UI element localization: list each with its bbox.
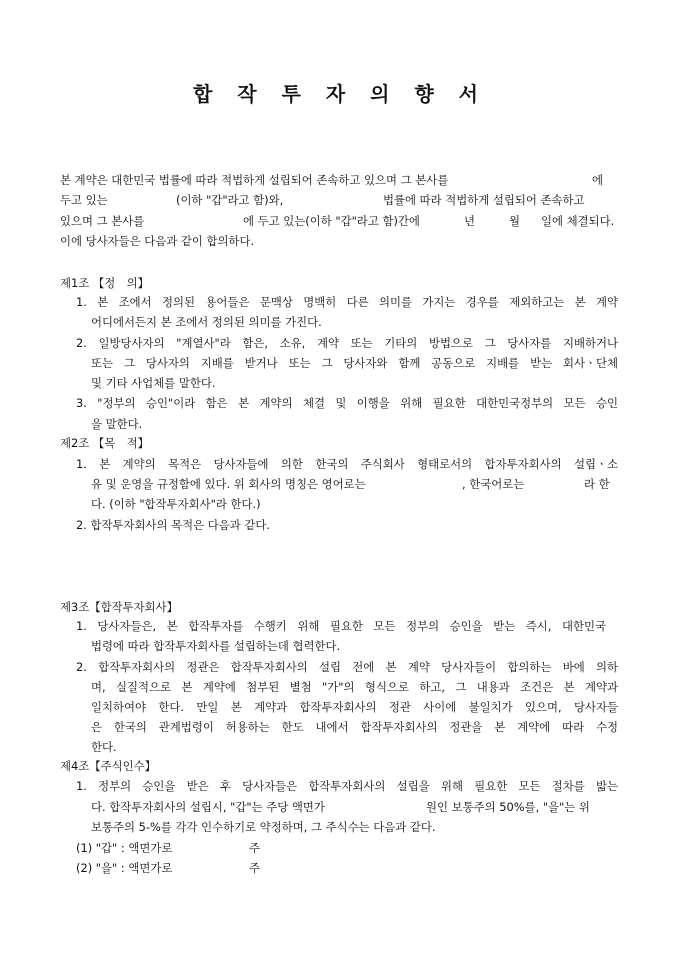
intro-line-3a [60, 211, 144, 231]
intro-line-1 [60, 170, 448, 190]
article-3-item-2-cont: 며, 실질적으로 본 계약에 첨부된 별첨 "가"의 형식으로 하고, 그 내용과 조건은 본 계약과 [91, 680, 618, 694]
intro-line-1-end [592, 170, 603, 190]
article-2-item-2: 2. 합작투자회사의 목적은 다음과 같다. [76, 518, 271, 532]
article-2-heading: 제2조 【목 적】 [60, 436, 150, 450]
document-title: 합 작 투 자 의 향 서 [192, 82, 488, 106]
intro-line-2a [60, 190, 108, 210]
intro-text: 본 계약은 대한민국 법률에 따라 적법하게 설립되어 존속하고 있으며 그 본사를 [60, 173, 449, 187]
intro-text: 이에 당사자들은 다음과 같이 합의하다. [60, 234, 255, 248]
article-2-item-1-cont: 다. (이하 "합작투자회사"라 한다.) [91, 497, 261, 511]
intro-text: 에 두고 있는(이하 "갑"라고 함)간에 [243, 214, 420, 228]
intro-line-3d [509, 211, 520, 231]
intro-line-3e [541, 211, 614, 231]
intro-text: 일에 체결되다. [541, 214, 615, 228]
article-3-item-2: 2. 합작투자회사의 정관은 합작투자회사의 설립 전에 본 계약 당사자들이 합의하는 바에 의하 [76, 660, 618, 674]
article-3-heading: 제3조【합작투자회사】 [60, 600, 179, 614]
article-3-item-2-cont: 일치하여야 한다. 만일 본 계약과 합작투자회사의 정관 사이에 불일치가 있으며, 당사자들 [91, 700, 618, 714]
intro-line-4 [60, 231, 254, 251]
intro-line-3b [243, 211, 420, 231]
article-3-item-1: 1. 당사자들은, 본 합작투자를 수행키 위해 필요한 모든 정부의 승인을 받는 즉시, 대한민국 [76, 619, 606, 633]
article-4-subitem-1: (1) "갑" : 액면가로 [76, 841, 173, 855]
article-1-heading: 제1조 【정 의】 [60, 276, 150, 290]
article-3-item-2-cont: 은 한국의 관계법령이 허용하는 한도 내에서 합작투자회사의 정관을 본 계약에 따라 수정 [91, 720, 618, 734]
article-1-item-2: 2. 일방당사자의 "계열사"라 함은, 소유, 계약 또는 기타의 방법으로 그 당사자를 지배하거나 [76, 336, 618, 350]
article-4-item-1: 1. 정부의 승인을 받은 후 당사자들은 합작투자회사의 설립을 위해 필요한 모든 절차를 밟는 [76, 779, 618, 793]
intro-text: 있으며 그 본사를 [60, 214, 145, 228]
article-4-item-1-cont: 보통주의 5-%를 각각 인수하기로 약정하며, 그 주식수는 다음과 같다. [91, 820, 436, 834]
intro-line-2c [383, 190, 585, 210]
article-1-item-1-cont: 어디에서든지 본 조에서 정의된 의미를 가진다. [91, 315, 322, 329]
intro-line-3c [464, 211, 475, 231]
article-1-item-1: 1. 본 조에서 정의된 용어들은 문맥상 명백히 다른 의미를 가지는 경우를 제외하고는 본 계약 [76, 295, 618, 309]
article-2-item-1-cont: 라 한 [584, 477, 610, 491]
article-1-item-2-cont: 및 기타 사업체를 말한다. [91, 376, 216, 390]
intro-text: 법률에 따라 적법하게 설립되어 존속하고 [383, 193, 585, 207]
article-3-item-2-cont: 한다. [91, 740, 117, 754]
article-4-subitem-2: (2) "을" : 액면가로 [76, 861, 173, 875]
article-4-heading: 제4조【주식인수】 [60, 759, 157, 773]
article-4-subitem-2-unit: 주 [249, 861, 261, 875]
intro-text: 에 [592, 173, 604, 187]
article-4-subitem-1-unit: 주 [249, 841, 261, 855]
intro-text: (이하 "갑"라고 함)와, [176, 193, 284, 207]
intro-text: 월 [509, 214, 521, 228]
intro-line-2b [176, 190, 283, 210]
article-4-item-1-cont: 원인 보통주의 50%를, "을"는 위 [426, 800, 590, 814]
article-2-item-1-cont: 유 및 운영을 규정함에 있다. 위 회사의 명칭은 영어로는 [91, 477, 366, 491]
article-2-item-1: 1. 본 계약의 목적은 당사자들에 의한 한국의 주식회사 형태로서의 합자투자회사의 설립ㆍ소 [76, 457, 618, 471]
intro-text: 두고 있는 [60, 193, 108, 207]
article-3-item-1-cont: 법령에 따라 합작투자회사를 설립하는데 협력한다. [91, 639, 341, 653]
article-1-item-3: 3. "정부의 승인"이라 함은 본 계약의 체결 및 이행을 위해 필요한 대한민국정부의 모든 승인 [76, 396, 618, 410]
article-4-item-1-cont: 다. 합작투자회사의 설립시, "갑"는 주당 액면가 [91, 800, 325, 814]
article-1-item-3-cont: 을 말한다. [91, 417, 143, 431]
intro-text: 년 [464, 214, 476, 228]
article-2-item-1-cont: , 한국어로는 [462, 477, 525, 491]
article-1-item-2-cont: 또는 그 당사자의 지배를 받거나 또는 그 당사자와 함께 공동으로 지배를 받는 회사ㆍ단체 [91, 356, 618, 370]
